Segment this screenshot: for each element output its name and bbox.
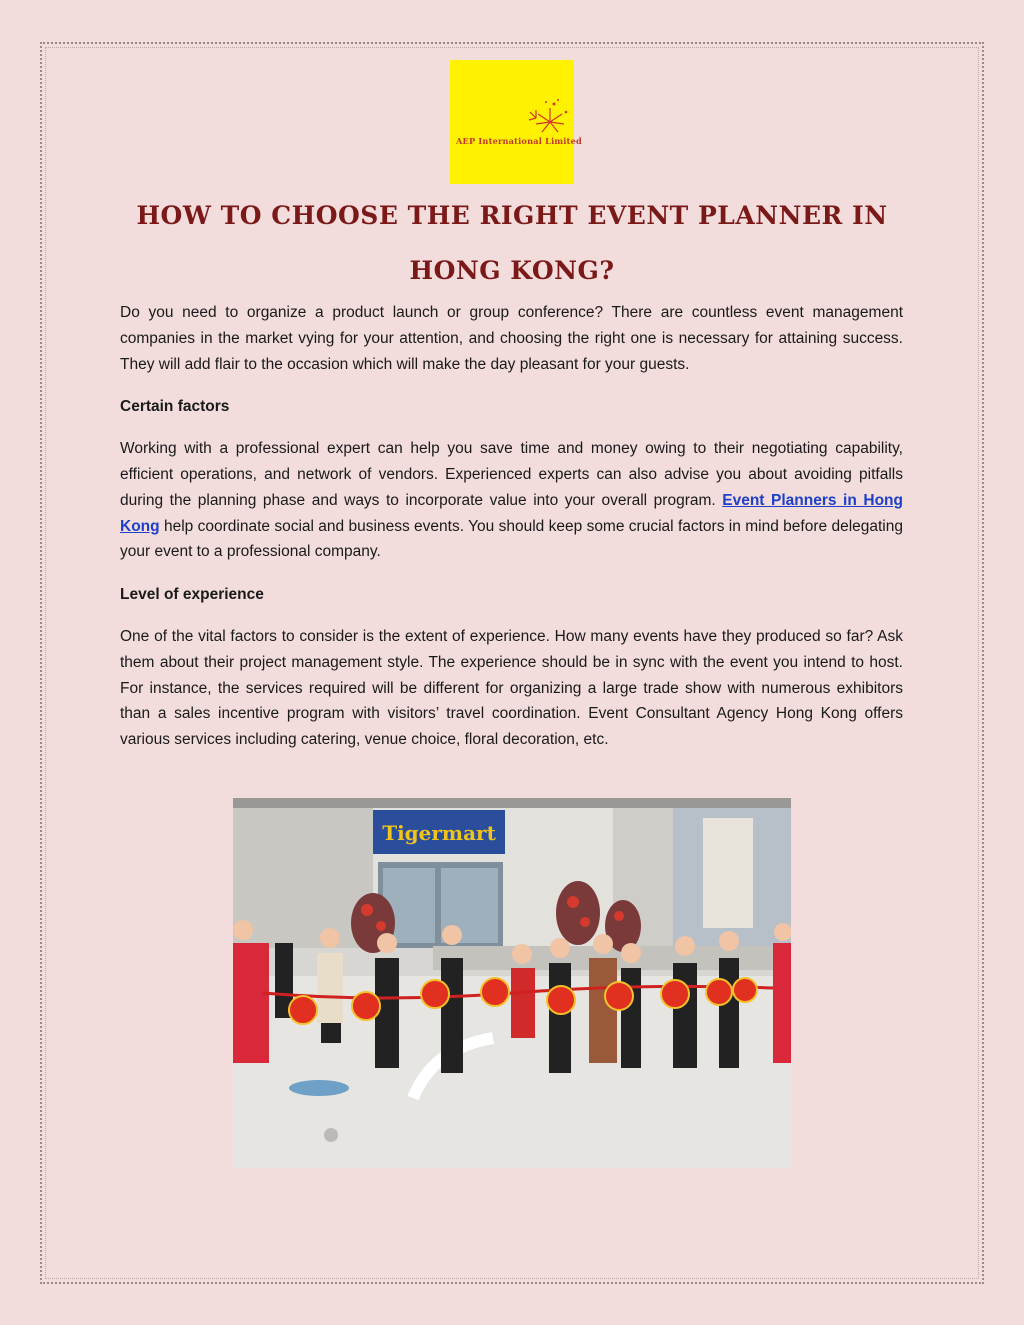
ribbon-cutting-photo [233,798,791,1168]
page-title: HOW TO CHOOSE THE RIGHT EVENT PLANNER IN HONG KONG? [136,201,888,285]
fireworks-icon [450,60,582,184]
certain-factors-paragraph [120,436,903,565]
section-heading-level-of-experience: Level of experience [120,585,264,603]
event-planners-link[interactable]: Event Planners in Hong Kong [120,491,903,535]
paragraph-text: Working with a professional expert can help you save time and money owing to their negotiating capability, efficient operations, and network of vendors. Experienced experts can also advise you about avoiding pitfalls during the planning phase and ways to incorporate value into your overall program. [120,440,903,509]
company-logo [450,60,582,184]
store-sign: Tigermart [382,821,496,845]
ribbon-cutting-illustration [233,798,791,1168]
experience-paragraph: One of the vital factors to consider is the extent of experience. How many events have they produced so far? Ask them about their project management style. The experience should be in sync with the event you intend to host. For instance, the services required will be different for organizing a large trade show with numerous exhibitors than a sales incentive program with visitors’ travel coordination. Event Consultant Agency Hong Kong offers various services including catering, venue choice, floral decoration, etc. [120,627,903,749]
article-body [120,300,903,769]
intro-paragraph: Do you need to organize a product launch or group conference? There are countless event management companies in the market vying for your attention, and choosing the right one is necessary for attaining success. They will add flair to the occasion which will make the day pleasant for your guests. [120,304,903,373]
section-heading-certain-factors: Certain factors [120,397,230,415]
logo-text: AEP International Limited [456,136,582,146]
paragraph-text: help coordinate social and business events. You should keep some crucial factors in mind before delegating your event to a professional company. [120,517,903,561]
